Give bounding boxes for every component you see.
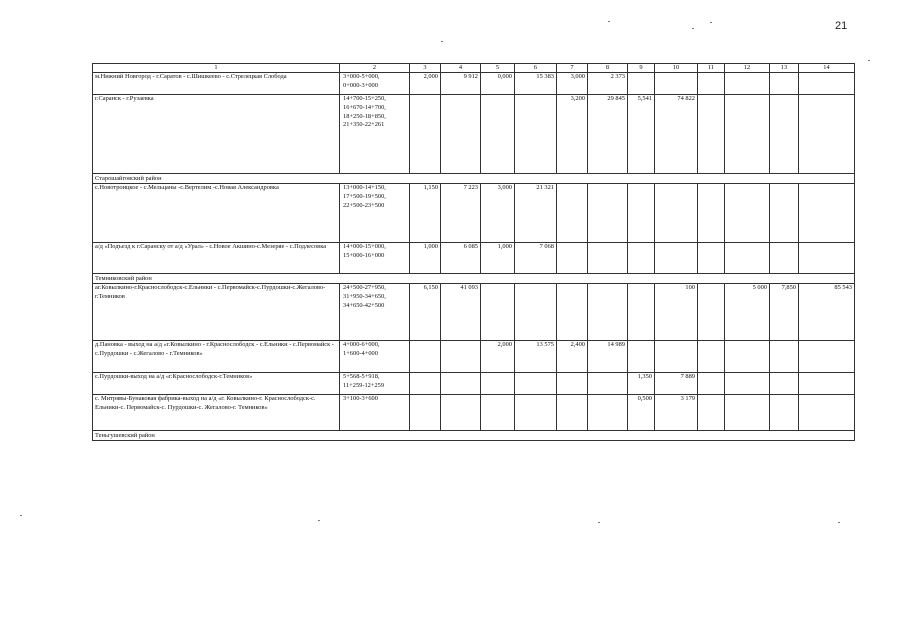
value-cell: 6 085	[441, 243, 481, 274]
value-cell: 2,000	[410, 73, 441, 95]
district-name: Старошайговский район	[93, 174, 855, 184]
value-cell	[481, 284, 515, 341]
header-cell: 4	[441, 64, 481, 73]
value-cell	[628, 73, 655, 95]
value-cell	[725, 395, 770, 431]
value-cell: 3,000	[557, 73, 588, 95]
header-cell: 11	[698, 64, 725, 73]
header-cell: 1	[93, 64, 340, 73]
road-repair-table	[92, 63, 855, 441]
value-cell	[770, 73, 799, 95]
value-cell	[515, 95, 557, 174]
value-cell	[725, 95, 770, 174]
header-cell: 6	[515, 64, 557, 73]
value-cell	[481, 95, 515, 174]
km-section-cell: 14+700-15+250, 16+670-14+700, 18+250-18+850, 21+350-22+261	[340, 95, 410, 174]
value-cell	[799, 243, 855, 274]
km-section-cell: 5+568-5+918, 11+259-12+259	[340, 373, 410, 395]
value-cell: 14 989	[588, 341, 628, 373]
value-cell	[557, 243, 588, 274]
value-cell: 3 179	[655, 395, 698, 431]
value-cell: 7 223	[441, 184, 481, 243]
header-cell: 8	[588, 64, 628, 73]
km-section-cell: 14+000-15+000, 15+000-16+000	[340, 243, 410, 274]
header-cell: 10	[655, 64, 698, 73]
value-cell	[515, 395, 557, 431]
road-name-cell: аг.Ковылкино-г.Краснослободск-с.Ельники - с.Первомайск-с.Пурдошки-с.Жегалово-г.Темников	[93, 284, 340, 341]
table-row	[93, 341, 855, 373]
header-cell: 2	[340, 64, 410, 73]
value-cell	[441, 95, 481, 174]
value-cell	[588, 395, 628, 431]
value-cell	[698, 284, 725, 341]
value-cell: 1,000	[481, 243, 515, 274]
value-cell: 7 068	[515, 243, 557, 274]
value-cell	[770, 341, 799, 373]
value-cell	[481, 395, 515, 431]
road-name-cell: с.Пурдошки-выход на а/д «г.Краснослободск-г.Темников»	[93, 373, 340, 395]
value-cell: 5 000	[725, 284, 770, 341]
value-cell	[588, 373, 628, 395]
value-cell: 100	[655, 284, 698, 341]
value-cell	[799, 395, 855, 431]
header-cell: 9	[628, 64, 655, 73]
value-cell: 2,000	[481, 341, 515, 373]
value-cell	[698, 243, 725, 274]
value-cell	[588, 284, 628, 341]
value-cell	[770, 184, 799, 243]
value-cell	[588, 184, 628, 243]
value-cell	[410, 341, 441, 373]
value-cell: 13 575	[515, 341, 557, 373]
scan-speck	[318, 520, 320, 521]
value-cell	[515, 284, 557, 341]
header-cell: 7	[557, 64, 588, 73]
header-cell: 3	[410, 64, 441, 73]
value-cell	[698, 184, 725, 243]
value-cell	[557, 284, 588, 341]
value-cell	[441, 395, 481, 431]
scan-speck	[710, 22, 712, 23]
value-cell: 74 822	[655, 95, 698, 174]
value-cell	[441, 373, 481, 395]
header-cell: 13	[770, 64, 799, 73]
district-section-row	[93, 431, 855, 441]
value-cell: 1,150	[410, 184, 441, 243]
value-cell	[441, 341, 481, 373]
value-cell: 1,350	[628, 373, 655, 395]
value-cell	[725, 341, 770, 373]
value-cell	[770, 373, 799, 395]
scan-speck	[441, 41, 443, 42]
value-cell	[770, 395, 799, 431]
district-name: Теньгушевский район	[93, 431, 855, 441]
value-cell	[725, 373, 770, 395]
value-cell	[770, 95, 799, 174]
value-cell	[698, 341, 725, 373]
value-cell	[655, 184, 698, 243]
value-cell	[698, 395, 725, 431]
value-cell	[655, 341, 698, 373]
value-cell	[588, 243, 628, 274]
km-section-cell: 13+000-14+150, 17+500-19+500, 22+500-23+500	[340, 184, 410, 243]
value-cell: 29 845	[588, 95, 628, 174]
value-cell: 3,200	[557, 95, 588, 174]
value-cell	[799, 373, 855, 395]
table-body	[93, 73, 855, 441]
road-name-cell: с.Новотроицкое - с.Мельцаны -с.Вертелим -с.Новая Александровка	[93, 184, 340, 243]
km-section-cell: 4+000-6+000, 1+600-4+000	[340, 341, 410, 373]
value-cell	[628, 341, 655, 373]
scan-speck	[598, 522, 600, 523]
value-cell: 41 093	[441, 284, 481, 341]
road-name-cell: а/д «Подъезд к г.Саранску от а/д «Урал» - с.Новое Акшино-с.Мезеряе - с.Подлесовка	[93, 243, 340, 274]
table-row	[93, 73, 855, 95]
district-name: Темниковский район	[93, 274, 855, 284]
road-name-cell: с. Митрявы-Бунаковая фабрика-выход на а/д «г. Ковылкино-г. Краснослободск-с. Ельники-с. Первомайск-с. Пурдошки-с. Жегалово-г. Темников»	[93, 395, 340, 431]
value-cell	[799, 184, 855, 243]
value-cell	[725, 73, 770, 95]
value-cell: 5,541	[628, 95, 655, 174]
scan-speck	[838, 522, 840, 523]
value-cell	[410, 95, 441, 174]
scan-speck	[692, 28, 694, 29]
value-cell	[557, 373, 588, 395]
value-cell	[770, 243, 799, 274]
value-cell	[698, 73, 725, 95]
table-row	[93, 184, 855, 243]
value-cell	[698, 373, 725, 395]
page-number: 21	[835, 20, 848, 32]
district-section-row	[93, 274, 855, 284]
table-row	[93, 243, 855, 274]
road-name-cell: д.Пановка - выход на а/д «г.Ковылкино - г.Краснослободск - с.Ельники - с.Первомайск - с.Пурдошки - с.Жегалово - г.Темников»	[93, 341, 340, 373]
value-cell: 21 321	[515, 184, 557, 243]
value-cell	[655, 243, 698, 274]
value-cell: 6,150	[410, 284, 441, 341]
value-cell: 7,850	[770, 284, 799, 341]
scan-speck	[20, 515, 22, 516]
road-name-cell: г.Саранск - г.Рузаевка	[93, 95, 340, 174]
value-cell: 7 889	[655, 373, 698, 395]
scan-speck	[868, 60, 870, 61]
value-cell	[698, 95, 725, 174]
table-row	[93, 395, 855, 431]
value-cell	[799, 341, 855, 373]
value-cell: 2 373	[588, 73, 628, 95]
value-cell	[628, 284, 655, 341]
header-row	[93, 64, 855, 73]
value-cell	[628, 243, 655, 274]
value-cell: 9 912	[441, 73, 481, 95]
value-cell: 85 543	[799, 284, 855, 341]
value-cell	[799, 95, 855, 174]
value-cell: 0,500	[628, 395, 655, 431]
scan-speck	[608, 21, 610, 22]
value-cell	[799, 73, 855, 95]
km-section-cell: 24+500-27+950, 31+950-34+650, 34+650-42+500	[340, 284, 410, 341]
header-cell: 5	[481, 64, 515, 73]
table-row	[93, 95, 855, 174]
district-section-row	[93, 174, 855, 184]
value-cell	[410, 395, 441, 431]
value-cell: 1,000	[410, 243, 441, 274]
value-cell	[725, 184, 770, 243]
table-row	[93, 284, 855, 341]
value-cell	[515, 373, 557, 395]
value-cell	[655, 73, 698, 95]
value-cell: 0,000	[481, 73, 515, 95]
value-cell	[410, 373, 441, 395]
km-section-cell: 3+100-3+600	[340, 395, 410, 431]
km-section-cell: 3+000-5+000, 0+000-3+000	[340, 73, 410, 95]
value-cell	[481, 373, 515, 395]
header-cell: 12	[725, 64, 770, 73]
value-cell	[557, 184, 588, 243]
value-cell	[725, 243, 770, 274]
table-row	[93, 373, 855, 395]
value-cell	[557, 395, 588, 431]
value-cell: 2,400	[557, 341, 588, 373]
value-cell	[628, 184, 655, 243]
value-cell: 3,000	[481, 184, 515, 243]
road-name-cell: м.Нижний Новгород - г.Саратов - с.Шишкеево - с.Стрелецкая Слобода	[93, 73, 340, 95]
header-cell: 14	[799, 64, 855, 73]
value-cell: 15 383	[515, 73, 557, 95]
